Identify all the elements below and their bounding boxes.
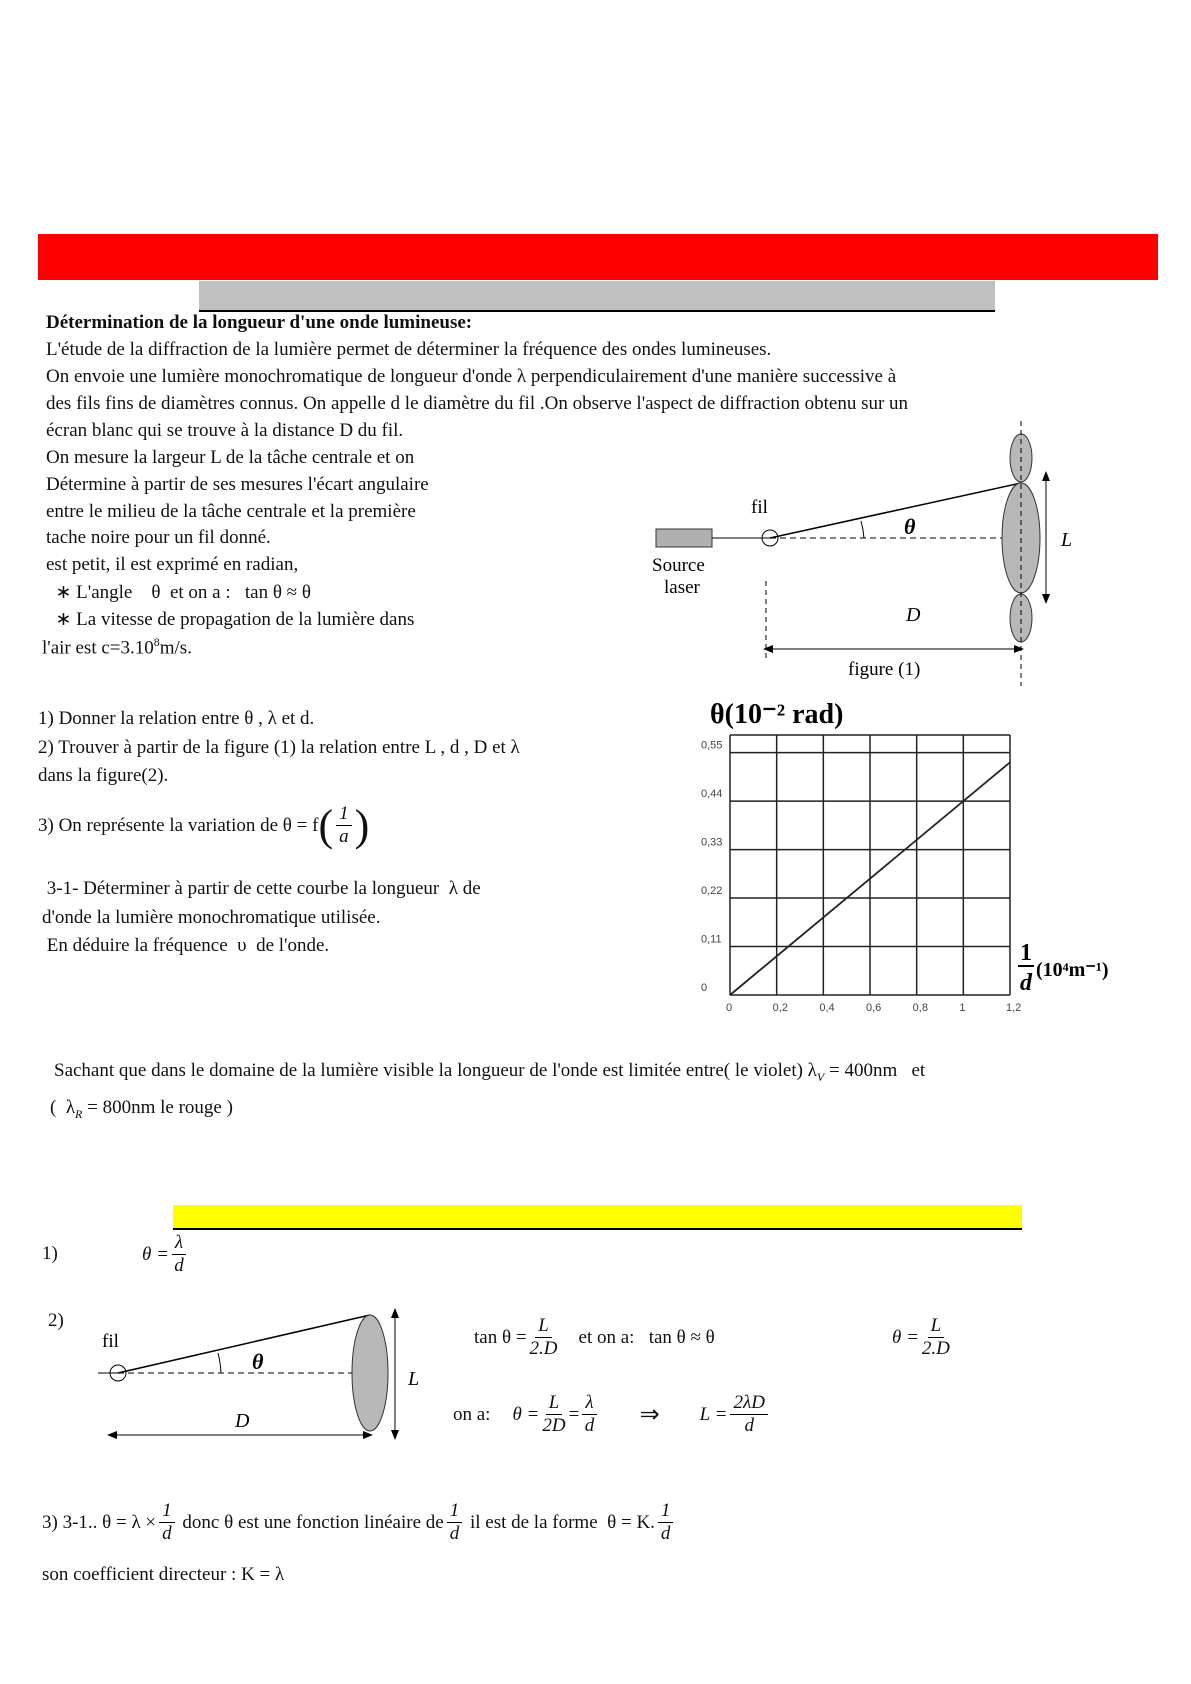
laser-source-box bbox=[656, 529, 712, 547]
sub-violet: V bbox=[816, 1069, 825, 1084]
combined-relation bbox=[453, 1392, 771, 1437]
xlabel-den: d bbox=[1020, 970, 1032, 996]
frac-num: L bbox=[546, 1392, 563, 1415]
answer-1-label: 1) bbox=[42, 1243, 58, 1264]
frac-num: λ bbox=[172, 1232, 186, 1255]
question-3-text: 3) On représente la variation de θ = f bbox=[38, 814, 319, 836]
fil-label: fil bbox=[102, 1331, 119, 1352]
source-label: Source bbox=[652, 555, 705, 576]
y-tick-label: 0,11 bbox=[701, 933, 722, 946]
chart-ylabel: θ(10⁻² rad) bbox=[710, 699, 844, 730]
frac-den: a bbox=[339, 826, 349, 847]
y-tick-label: 0,33 bbox=[701, 836, 723, 849]
x-tick-label: 1,2 bbox=[1006, 1002, 1022, 1014]
implies-icon: ⇒ bbox=[639, 1402, 660, 1428]
figure-1-diagram bbox=[626, 421, 1096, 691]
formula-lhs: θ = bbox=[142, 1243, 169, 1265]
figure-caption: figure (1) bbox=[848, 659, 921, 680]
answer-3-coefficient: son coefficient directeur : K = λ bbox=[42, 1564, 285, 1585]
text-line: Détermine à partir de ses mesures l'écart angulaire bbox=[46, 474, 429, 495]
theta-label: θ bbox=[904, 514, 916, 539]
text-line: tache noire pour un fil donné. bbox=[46, 527, 271, 548]
frac-den: 2D bbox=[542, 1415, 566, 1436]
speed-line bbox=[42, 635, 192, 659]
red-header-bar bbox=[38, 234, 1158, 280]
frac-num: 2λD bbox=[730, 1392, 767, 1415]
question-2: 2) Trouver à partir de la figure (1) la relation entre L , d , D et λ bbox=[38, 737, 520, 758]
frac-den: 2.D bbox=[529, 1338, 558, 1359]
formula-lhs: θ = bbox=[892, 1326, 919, 1348]
L-label: L bbox=[408, 1368, 420, 1390]
text-line: est petit, il est exprimé en radian, bbox=[46, 554, 299, 575]
y-tick-label: 0,44 bbox=[701, 788, 723, 801]
x-tick-label: 0,8 bbox=[912, 1002, 928, 1014]
visible-text: Sachant que dans le domaine de la lumière visible la longueur de l'onde est limitée entre( le violet) λ bbox=[54, 1060, 817, 1081]
red-value: = 800nm le rouge ) bbox=[82, 1097, 233, 1118]
formula-lhs: L = bbox=[699, 1403, 728, 1425]
fil-label: fil bbox=[751, 497, 768, 518]
a3-text: il est de la forme θ = K. bbox=[465, 1511, 655, 1533]
intro-line: écran blanc qui se trouve à la distance D du fil. bbox=[46, 420, 404, 441]
yellow-answer-bar bbox=[173, 1205, 1022, 1230]
frac-den: d bbox=[449, 1523, 460, 1544]
question-3-1-freq: En déduire la fréquence υ de l'onde. bbox=[42, 935, 330, 956]
question-3-1: 3-1- Déterminer à partir de cette courbe la longueur λ de bbox=[42, 878, 481, 899]
tan-relation bbox=[474, 1315, 715, 1360]
frac-den: d bbox=[744, 1415, 754, 1436]
text-line: ∗ L'angle θ et on a : tan θ ≈ θ bbox=[46, 582, 311, 603]
frac-den: d bbox=[162, 1523, 172, 1544]
y-tick-label: 0 bbox=[701, 982, 708, 994]
ona-text: on a: bbox=[453, 1403, 491, 1425]
frac-den: d bbox=[660, 1523, 671, 1544]
question-2-cont: dans la figure(2). bbox=[38, 765, 169, 786]
text-line: ∗ La vitesse de propagation de la lumière dans bbox=[46, 609, 415, 630]
text-line: On mesure la largeur L de la tâche centrale et on bbox=[46, 447, 415, 468]
frac-num: 1 bbox=[336, 803, 352, 826]
visible-range-line bbox=[54, 1060, 925, 1085]
speed-unit: m/s. bbox=[159, 637, 192, 659]
intro-line: On envoie une lumière monochromatique de longueur d'onde λ perpendiculairement d'une manière successive à bbox=[46, 366, 897, 387]
a3-text: 3) 3-1.. θ = λ × bbox=[42, 1511, 157, 1533]
equals: = bbox=[568, 1403, 580, 1425]
theta-label: θ bbox=[252, 1349, 264, 1374]
frac-num: λ bbox=[582, 1392, 596, 1415]
formula-lhs: θ = bbox=[512, 1403, 540, 1425]
section-title: Détermination de la longueur d'une onde lumineuse: bbox=[46, 312, 473, 333]
D-label: D bbox=[235, 1410, 250, 1432]
answer-3 bbox=[42, 1500, 676, 1545]
y-tick-label: 0,55 bbox=[701, 739, 723, 752]
question-3: 3) On représente la variation de θ = f ( $\frac{1}{a}$ ) bbox=[38, 801, 370, 850]
speed-text: l'air est c=3.10 bbox=[42, 637, 154, 659]
x-tick-label: 0,2 bbox=[772, 1002, 788, 1014]
theta-vs-inverse-d-chart bbox=[690, 690, 1120, 1030]
D-label: D bbox=[906, 604, 921, 626]
x-tick-label: 0,4 bbox=[819, 1002, 835, 1014]
frac-den: 2.D bbox=[921, 1338, 950, 1359]
x-tick-label: 0 bbox=[726, 1002, 733, 1014]
question-1: 1) Donner la relation entre θ , λ et d. bbox=[38, 708, 315, 729]
intro-line: L'étude de la diffraction de la lumière permet de déterminer la fréquence des ondes lumineuses. bbox=[46, 339, 772, 360]
frac-num: L bbox=[535, 1315, 552, 1338]
frac-num: 1 bbox=[658, 1500, 674, 1523]
a3-text: donc θ est une fonction linéaire de bbox=[177, 1511, 444, 1533]
frac-num: 1 bbox=[447, 1500, 463, 1523]
xlabel-num: 1 bbox=[1020, 940, 1032, 966]
x-tick-label: 0,6 bbox=[866, 1002, 882, 1014]
frac-num: 1 bbox=[159, 1500, 175, 1523]
x-tick-label: 1 bbox=[959, 1002, 966, 1014]
theta-relation bbox=[892, 1315, 953, 1360]
L-label: L bbox=[1061, 529, 1073, 551]
laser-label: laser bbox=[664, 577, 700, 598]
speed-exponent: 8 bbox=[153, 635, 160, 649]
formula-lhs: tan θ = bbox=[474, 1326, 527, 1348]
y-tick-label: 0,22 bbox=[701, 885, 723, 898]
answer-1-formula bbox=[142, 1232, 189, 1277]
visible-range-line-2 bbox=[50, 1097, 233, 1122]
sub-red: R bbox=[75, 1106, 83, 1121]
gray-subheader-bar bbox=[199, 281, 995, 312]
red-open: ( λ bbox=[50, 1097, 76, 1118]
frac-num: L bbox=[928, 1315, 945, 1338]
question-3-1-cont: d'onde la lumière monochromatique utilisée. bbox=[42, 907, 381, 928]
intro-line: des fils fins de diamètres connus. On appelle d le diamètre du fil .On observe l'aspect de diffraction obtenu sur un bbox=[46, 393, 909, 414]
xlabel-unit: (10⁴m⁻¹) bbox=[1036, 959, 1109, 981]
text-line: entre le milieu de la tâche centrale et la première bbox=[46, 501, 416, 522]
frac-den: d bbox=[174, 1255, 184, 1276]
answer-2-label: 2) bbox=[48, 1310, 64, 1331]
violet-value: = 400nm et bbox=[824, 1060, 926, 1081]
approx-text: et on a: tan θ ≈ θ bbox=[578, 1326, 715, 1348]
figure-2-diagram bbox=[90, 1305, 430, 1455]
frac-den: d bbox=[584, 1415, 595, 1436]
